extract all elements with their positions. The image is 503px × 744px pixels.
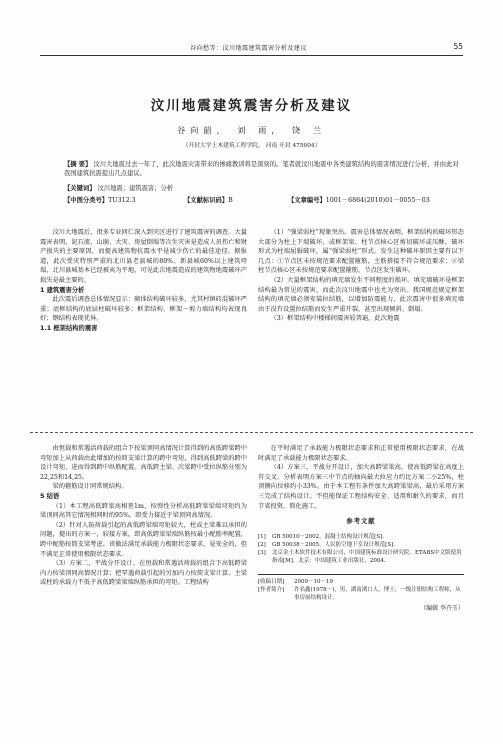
reference-list — [258, 533, 464, 566]
body-paragraph: （1）本工程高低跨梁高相差1m，按弹性分析高低跨梁梁端弯矩约为梁顶同高其它情况相同时的95%，即受力接近于梁顶同高情况。 — [40, 502, 247, 520]
author-bio-label: [作者简介] — [258, 586, 285, 593]
reference-number: [1] — [258, 533, 266, 540]
body-paragraph: （3）方案二，平战分开设计。在恒载和常遇活荷载的组合下高低跨梁内力按梁顶同高情况计算；把罕遇荷载引起的另加内力按简支梁计算。主梁或柱的承载力不低于高低跨梁梁端纵筋承担的弯矩。工程结构 — [40, 560, 247, 587]
body-paragraph: （1）“强梁弱柱”现象突出。震害总体情况表明，框架结构的破坏形态大部分为柱上下端破坏，或框架梁、柱节点核心区剪切破坏或压酥，破坏形式为柱端屈服破坏，属“强梁弱柱”形式。发生这种破坏原因主要有以下几点：①节点区未按规范要求配置箍筋，主筋搭接不符合规范要求；②梁柱节点核心区未按规范要求配置箍筋，节点区发生破坏。 — [258, 229, 464, 275]
reference-item — [258, 549, 464, 565]
classification-line — [64, 196, 463, 205]
reference-text: 北京金土木软件技术有限公司，中国建筑标准设计研究院．ETABS中文版使用指南[M]．北京：中国建筑工业出版社，2004. — [272, 550, 462, 565]
received-date: 2009－10－19 — [294, 578, 333, 585]
body-column-left-bottom — [40, 444, 247, 588]
author-bio: 许名鑫(1978－)，男，湖南浏口人，博士，一级注册结构工程师，从事房屋结构设计。 — [294, 586, 461, 601]
body-column-right-bottom — [258, 444, 464, 614]
author-list: 谷向韶， 刘 雨， 饶 兰 — [176, 125, 327, 135]
affiliation: （开封大学土木建筑工程学院， 河南 开封 475004） — [182, 143, 321, 149]
section-heading: 1.1 框架结构的震害 — [40, 324, 98, 332]
page-number: 55 — [453, 42, 463, 51]
article-number: 1001－6864(2010)01－0055－03 — [325, 197, 430, 204]
reference-text: GB 50010－2002，混凝土结构设计规范[S]. — [272, 533, 384, 540]
journal-running-title: 谷向愁等：汶川地震建筑震害分析及建议 — [190, 45, 307, 52]
received-label: [收稿日期] — [258, 578, 285, 585]
reference-text: GB 50038－2005，人民防空地下室设计规范[S]. — [272, 541, 395, 548]
reference-number: [2] — [258, 541, 266, 548]
keywords-text: 汶川地震；建筑震害；分析 — [97, 185, 174, 192]
keywords — [64, 184, 463, 193]
body-paragraph: 此次震后调查总体情况显示：砌体结构破坏较多，尤其村镇砖混破坏严重；底框结构的底层柱破坏较多；框架结构、框架－剪力墙结构均表现良好；钢结构表现优异。 — [40, 296, 247, 323]
body-paragraph: 在平时满足了承载能力极限状态要求和正常使用极限状态要求，在战时满足了承载能力极限状态要求。 — [258, 445, 464, 462]
article-number-label: 【文章编号】 — [288, 197, 326, 204]
keywords-label: 【关键词】 — [64, 185, 96, 192]
article-title: 汶川地震建筑震害分析及建议 — [150, 98, 353, 114]
references-heading: 参考文献 — [346, 518, 376, 526]
body-paragraph: （4）方案三，平战分开设计，加大高跨梁梁高，使高低跨梁在高度上有交叉。分析表明方案三中节点的轴向最大拉应力约比方案二小25%，柱顶侧向位移约小33%。由于本工程有条件加大高跨梁梁高，最后采用方案三完成了结构设计。不但能保证工程结构安全、适用和耐久的要求，而且节省投资，简化施工。 — [258, 464, 464, 510]
doc-code-label: 【文献标识码】 — [184, 197, 229, 204]
section-heading: 5 结语 — [40, 492, 60, 500]
body-paragraph: （2）针对人防荷载引起的高低跨梁端弯矩较大，柱或主梁难以承担的问题，提出的方案一，较接方案，即高低跨梁梁端纵筋按最小配筋率配置，跨中配筋按简支梁考虑。该做法满足承载能力极限状态要求，是安全的，但不满足正常使用极限状态要求。 — [40, 521, 247, 558]
abstract-label: 【摘 要】 — [64, 161, 92, 168]
body-paragraph: （2）大量框架结构的填充墙发生不同程度的损坏。填充墙破坏是框架结构最为常见的震害，而此次汶川地震中也尤为突出。我国规范规定框架结构的填充墙必须安装拉结筋，以增加防震能力，此次震害中很多填充墙由于没有设置拉结筋而发生严重开裂，甚至出现倾斜、倒塌。 — [258, 276, 464, 313]
reference-item — [258, 541, 464, 549]
doc-code: B — [228, 197, 233, 204]
body-paragraph: 汶川大地震后，很多专业同仁深入到灾区进行了建筑震害的调查。大量震害表明，泥石流、山崩、大灾、房屋倒塌等次生灾害是造成人员伤亡和财产损失的主要原因，而提高建筑物抗震水平是减少伤亡的最佳途径。据报道，此次受灾特别严重的北川县老县城的80%、新县城60%以上建筑垮塌，北川县城基本已经被夷为平地，可见此次地震造成的建筑物地震破坏产损失是最主要的。 — [40, 229, 247, 284]
abstract — [64, 160, 463, 178]
body-column-left-top — [40, 228, 247, 334]
section-divider — [30, 432, 473, 433]
reference-item — [258, 533, 464, 541]
running-header — [40, 43, 463, 56]
body-paragraph: 梁的箍筋设计同常规结构。 — [52, 483, 128, 491]
editor-note: （编辑 李卉玉） — [420, 605, 464, 613]
body-paragraph: （3）框架结构中楼梯间震害较普遍。此次地震 — [270, 315, 400, 323]
section-heading: 1 建筑震害分析 — [40, 286, 85, 294]
article-meta — [258, 574, 464, 603]
clc-code: TU312.3 — [108, 197, 136, 204]
reference-number: [3] — [258, 550, 266, 557]
clc-label: 【中图分类号】 — [64, 197, 109, 204]
abstract-text: 汶川大地震过去一年了，此次地震灾害带来的惨痛教训将是深刻的。笔者就汶川地震中各类建筑结构的震害情况进行分析，并由此对我国建筑抗震提出几点建议。 — [64, 161, 459, 177]
body-paragraph: 由恒载和常遇活荷载的组合下按梁顶同高情况计算得到的高低跨梁跨中弯矩加上从荷载由此增加的按简支梁计算的跨中弯矩，得到高低跨梁的跨中设计弯矩，进而得到跨中纵筋配置。高低跨主梁、次梁跨中受拉纵筋分别为22,25和14,25。 — [40, 445, 247, 481]
body-column-right-top — [258, 228, 464, 324]
